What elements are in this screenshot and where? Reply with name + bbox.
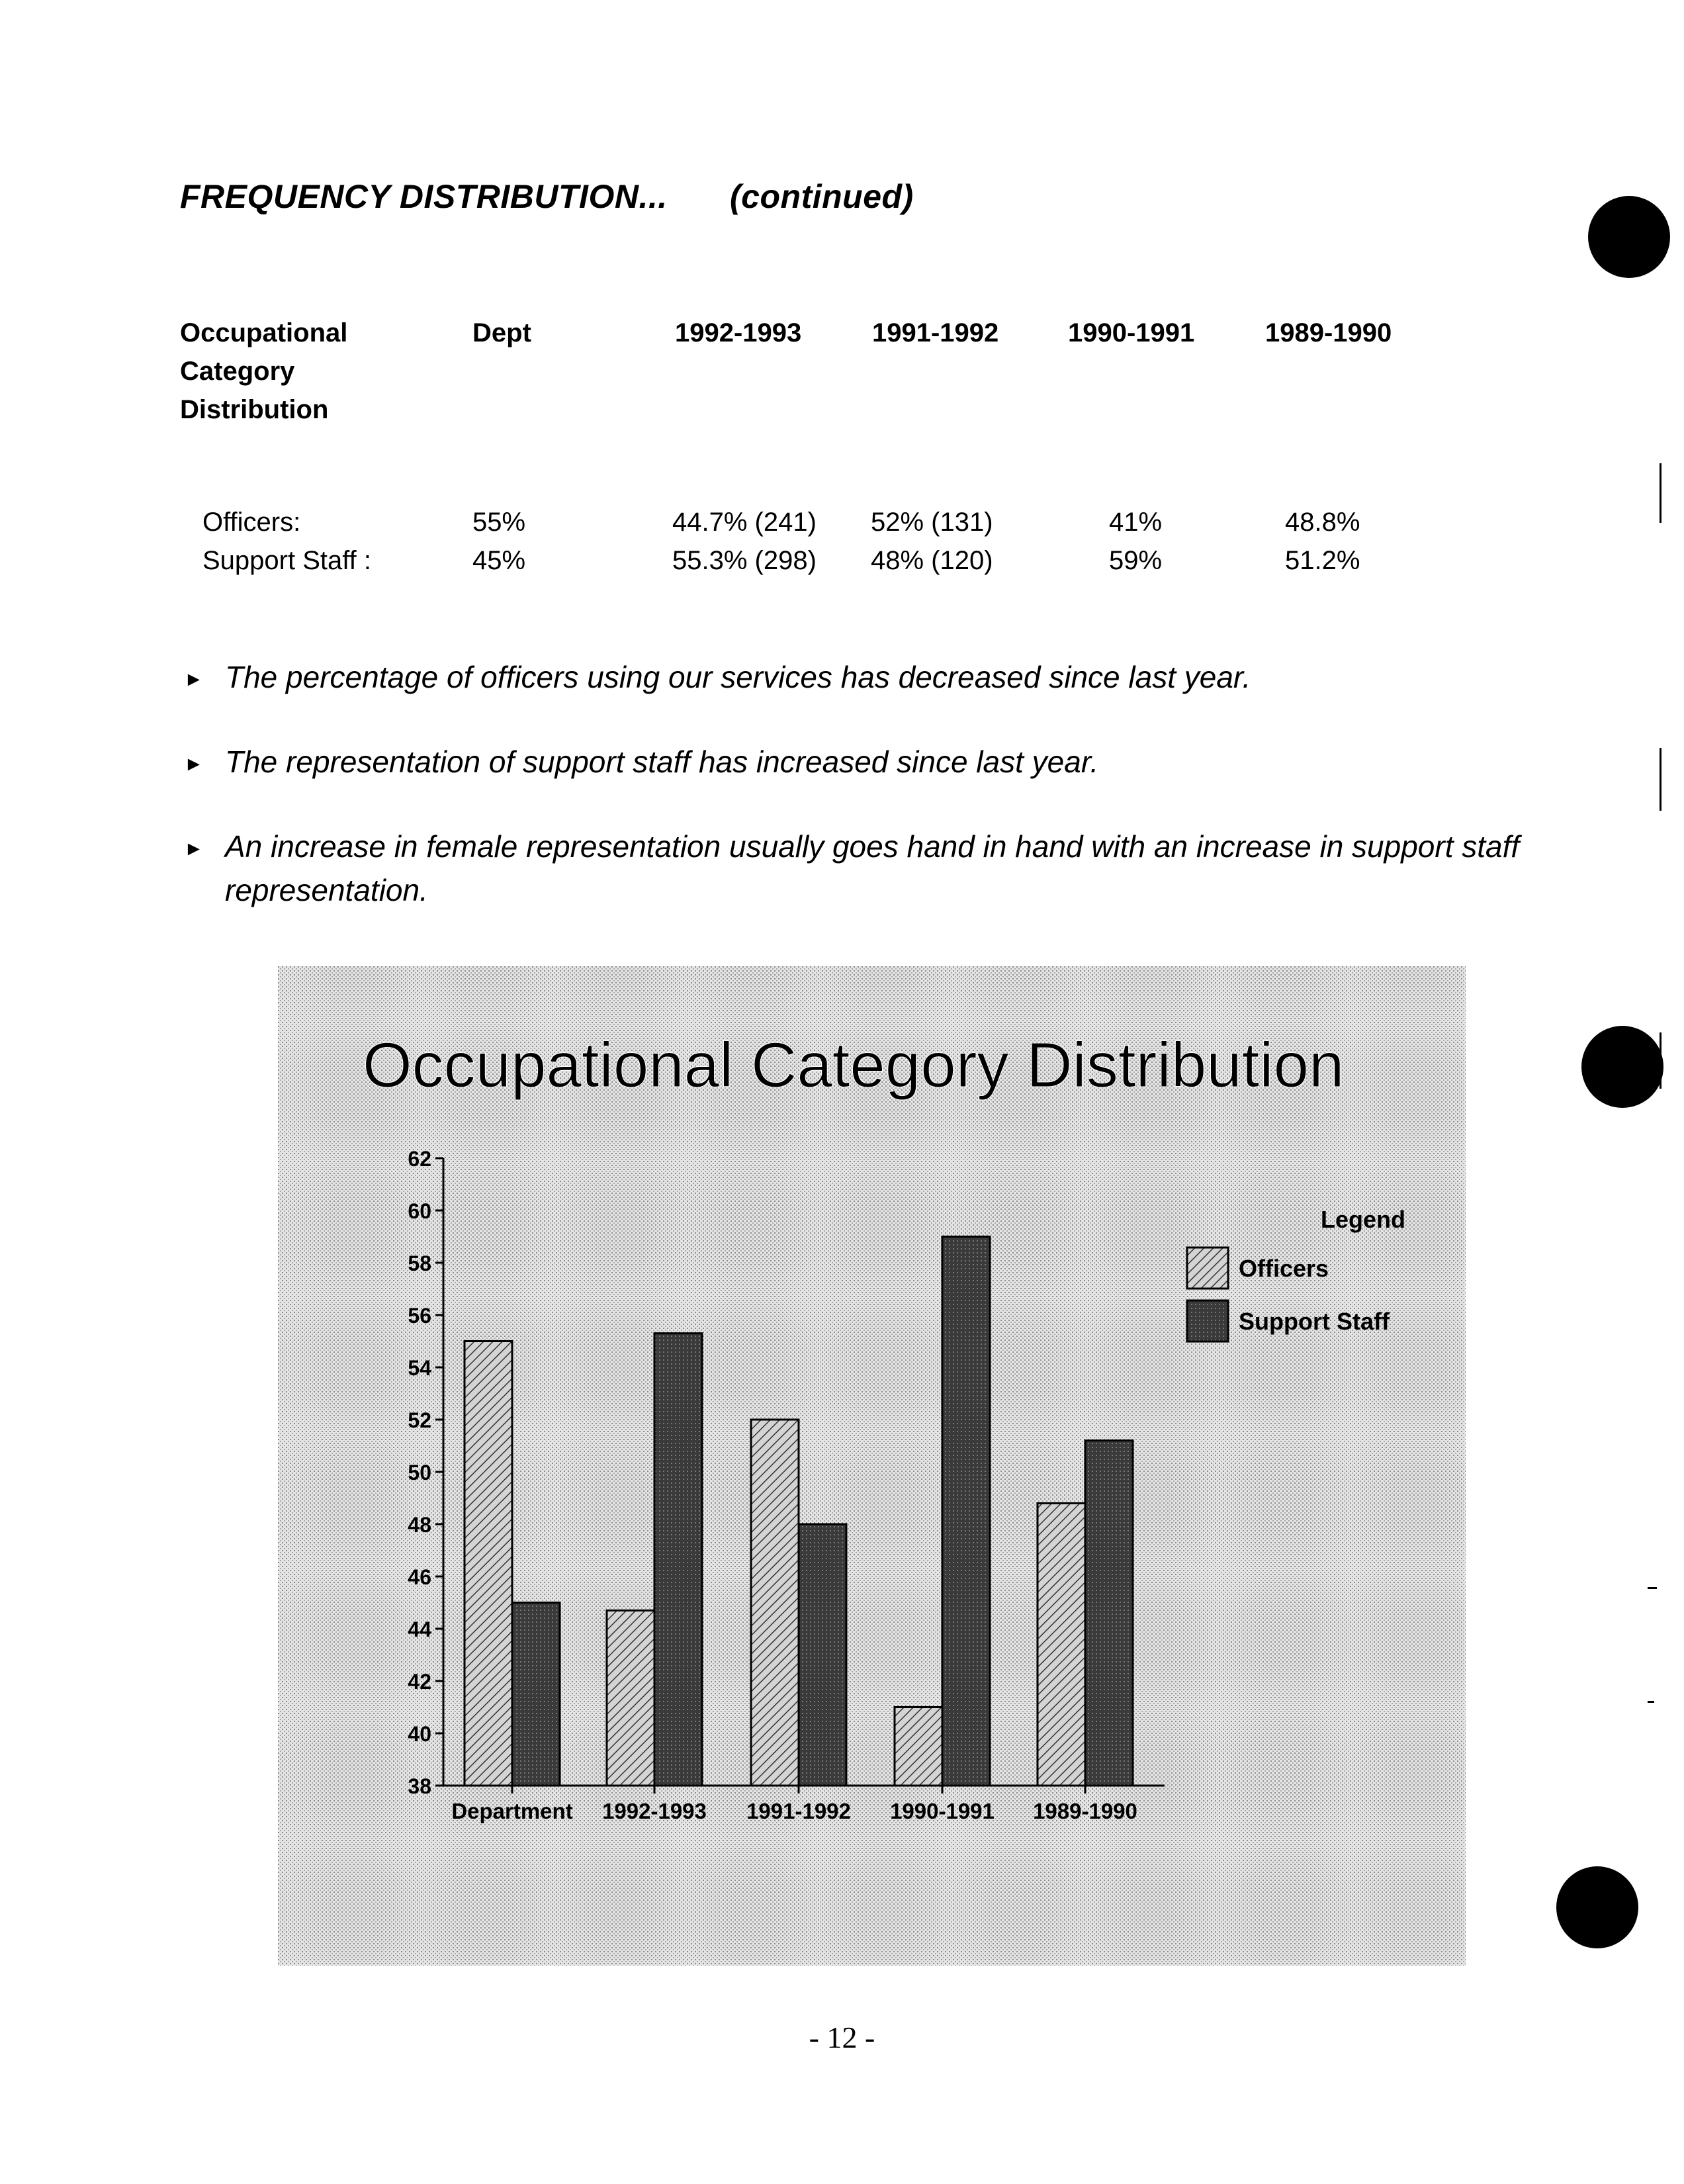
bullet-text: The percentage of officers using our services has decreased since last year. [225, 660, 1251, 694]
bullet-arrow-icon: ► [184, 838, 204, 860]
section-heading [180, 177, 914, 216]
edge-mark [1660, 748, 1662, 811]
bar-support-staff [654, 1334, 702, 1786]
row-officers-dept: 55% [472, 508, 526, 537]
header-category-line1: Occupational [180, 318, 348, 347]
bar-officers [895, 1707, 942, 1786]
page-number: - 12 - [809, 2021, 875, 2054]
legend-swatch [1187, 1300, 1228, 1342]
bar-support-staff [942, 1237, 990, 1786]
row-officers-1990: 41% [1109, 508, 1163, 537]
row-officers-1991: 52% (131) [871, 508, 993, 537]
y-tick-label: 46 [408, 1565, 431, 1589]
header-category-line3: Distribution [180, 395, 329, 424]
y-tick-label: 44 [408, 1617, 431, 1641]
bullet-arrow-icon: ► [184, 668, 204, 690]
edge-mark [1660, 1032, 1662, 1089]
row-support-label: Support Staff : [202, 546, 371, 575]
bullet-arrow-icon: ► [184, 753, 204, 775]
row-support-1991: 48% (120) [871, 546, 993, 575]
y-tick-label: 60 [408, 1199, 431, 1223]
bar-support-staff [799, 1524, 846, 1786]
bullet-text: The representation of support staff has increased since last year. [225, 745, 1099, 779]
legend-label: Support Staff [1239, 1308, 1390, 1335]
bullet-list [184, 655, 1521, 953]
legend-title: Legend [1320, 1206, 1406, 1233]
punch-hole [1581, 1026, 1663, 1108]
row-officers-1992: 44.7% (241) [672, 508, 817, 537]
x-tick-label: 1991-1992 [746, 1799, 851, 1823]
bullet-item [184, 655, 1521, 699]
bar-officers [465, 1342, 512, 1786]
punch-hole [1556, 1866, 1638, 1948]
y-tick-label: 40 [408, 1722, 431, 1746]
y-tick-label: 62 [408, 1147, 431, 1171]
legend-swatch [1187, 1248, 1228, 1289]
bar-support-staff [1085, 1441, 1133, 1786]
x-tick-label: Department [451, 1799, 573, 1823]
header-1992-1993: 1992-1993 [675, 318, 802, 347]
row-officers-label: Officers: [202, 508, 301, 537]
y-tick-label: 48 [408, 1513, 431, 1537]
edge-mark [1660, 463, 1662, 523]
bullet-text: An increase in female representation usually goes hand in hand with an increase in support staff representation. [225, 829, 1520, 907]
heading-title: FREQUENCY DISTRIBUTION... [180, 178, 668, 215]
y-tick-label: 56 [408, 1304, 431, 1328]
row-support-1989: 51.2% [1285, 546, 1360, 575]
y-tick-label: 50 [408, 1461, 431, 1484]
occupational-chart [278, 966, 1466, 1966]
bullet-item [184, 825, 1521, 912]
bar-officers [607, 1610, 654, 1786]
chart-svg [278, 966, 1466, 1966]
y-tick-label: 54 [408, 1356, 431, 1380]
y-tick-label: 58 [408, 1251, 431, 1275]
bar-officers [1038, 1503, 1085, 1786]
bar-support-staff [512, 1603, 560, 1786]
punch-hole [1588, 196, 1670, 278]
header-1990-1991: 1990-1991 [1068, 318, 1195, 347]
x-tick-label: 1989-1990 [1033, 1799, 1137, 1823]
edge-mark [1648, 1701, 1654, 1703]
y-tick-label: 52 [408, 1408, 431, 1432]
y-tick-label: 42 [408, 1670, 431, 1694]
bullet-item [184, 740, 1521, 784]
x-tick-label: 1990-1991 [890, 1799, 995, 1823]
x-tick-label: 1992-1993 [602, 1799, 707, 1823]
row-support-1992: 55.3% (298) [672, 546, 817, 575]
header-1991-1992: 1991-1992 [872, 318, 999, 347]
chart-title: Occupational Category Distribution [363, 1030, 1345, 1101]
edge-mark [1648, 1587, 1657, 1589]
row-officers-1989: 48.8% [1285, 508, 1360, 537]
bar-officers [751, 1420, 799, 1786]
header-1989-1990: 1989-1990 [1265, 318, 1392, 347]
row-support-1990: 59% [1109, 546, 1163, 575]
header-category-line2: Category [180, 357, 295, 386]
heading-continued: (continued) [730, 178, 914, 215]
y-tick-label: 38 [408, 1774, 431, 1798]
legend-label: Officers [1239, 1255, 1329, 1282]
row-support-dept: 45% [472, 546, 526, 575]
header-dept: Dept [472, 318, 531, 347]
